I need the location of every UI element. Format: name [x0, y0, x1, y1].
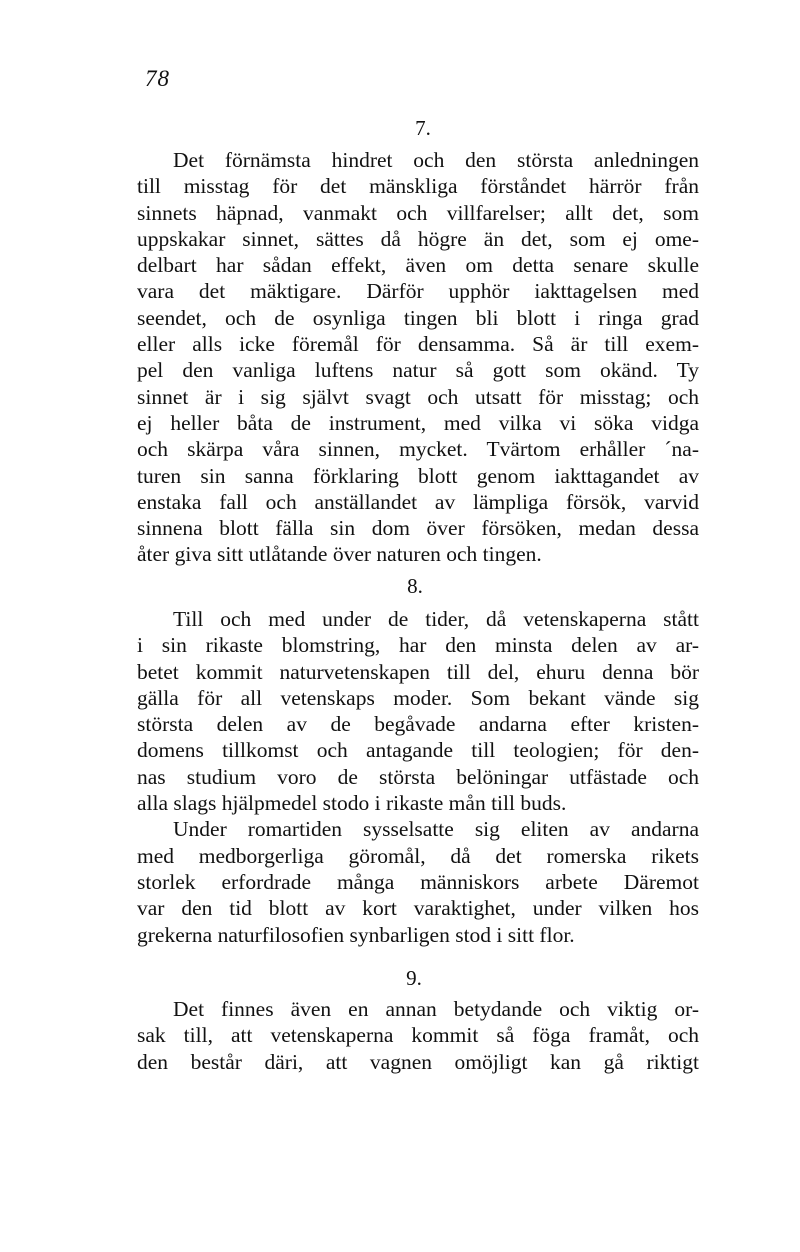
text-line: seendet, och de osynliga tingen bli blott i ringa grad — [137, 305, 699, 330]
text-line: alla slags hjälpmedel stodo i rikaste mån till buds. — [137, 791, 567, 816]
text-line: Det förnämsta hindret och den största anledningen — [173, 148, 699, 172]
text-line: pel den vanliga luftens natur så gott som okänd. Ty — [137, 358, 699, 383]
text-line: betet kommit naturvetenskapen till del, ehuru denna bör — [137, 659, 699, 684]
text-line: uppskakar sinnet, sättes då högre än det, som ej ome- — [137, 226, 699, 251]
text-line: sinnets häpnad, vanmakt och villfarelser; allt det, som — [137, 200, 699, 225]
text-line: eller alls icke föremål för densamma. Så är till exem- — [137, 332, 699, 357]
text-line: vara det mäktigare. Därför upphör iakttagelsen med — [137, 279, 699, 304]
page-number: 78 — [145, 66, 170, 91]
section-number-8: 8. — [407, 574, 423, 598]
text-line: och skärpa våra sinnen, mycket. Tvärtom erhåller ´na- — [137, 437, 699, 462]
text-line: Till och med under de tider, då vetenskaperna stått — [173, 607, 699, 631]
text-line: åter giva sitt utlåtande över naturen och tingen. — [137, 542, 542, 567]
text-line: sinnena blott fälla sin dom över försöken, medan dessa — [137, 516, 699, 541]
text-line: sinnet är i sig självt svagt och utsatt för misstag; och — [137, 384, 699, 409]
text-line: med medborgerliga göromål, då det romerska rikets — [137, 843, 699, 868]
section-number-9: 9. — [406, 966, 422, 990]
text-line: grekerna naturfilosofien synbarligen stod i sitt flor. — [137, 922, 575, 947]
text-line: turen sin sanna förklaring blott genom iakttagandet av — [137, 463, 699, 488]
text-line: i sin rikaste blomstring, har den minsta delen av ar- — [137, 633, 699, 658]
text-line: Under romartiden sysselsatte sig eliten av andarna — [173, 817, 699, 842]
text-line: enstaka fall och anställandet av lämpliga försök, varvid — [137, 489, 699, 514]
section-number-7: 7. — [415, 116, 431, 140]
text-line: nas studium voro de största belöningar utfästade och — [137, 764, 699, 789]
text-line: gälla för all vetenskaps moder. Som bekant vände sig — [137, 685, 699, 710]
text-line: var den tid blott av kort varaktighet, under vilken hos — [137, 896, 699, 921]
text-line: största delen av de begåvade andarna efter kristen- — [137, 712, 699, 737]
section-9-text — [137, 996, 699, 1075]
text-line: domens tillkomst och antagande till teologien; för den- — [137, 738, 699, 763]
text-line: delbart har sådan effekt, även om detta senare skulle — [137, 253, 699, 278]
text-line: ej heller båta de instrument, med vilka vi söka vidga — [137, 410, 699, 435]
text-line: storlek erfordrade många människors arbete Däremot — [137, 869, 699, 894]
section-8-text — [137, 606, 699, 948]
text-line: till misstag för det mänskliga förståndet härrör från — [137, 174, 699, 199]
text-line: den består däri, att vagnen omöjligt kan gå riktigt — [137, 1049, 699, 1074]
text-line: sak till, att vetenskaperna kommit så föga framåt, och — [137, 1023, 699, 1048]
text-line: Det finnes även en annan betydande och viktig or- — [173, 997, 699, 1021]
section-7-text — [137, 147, 699, 568]
